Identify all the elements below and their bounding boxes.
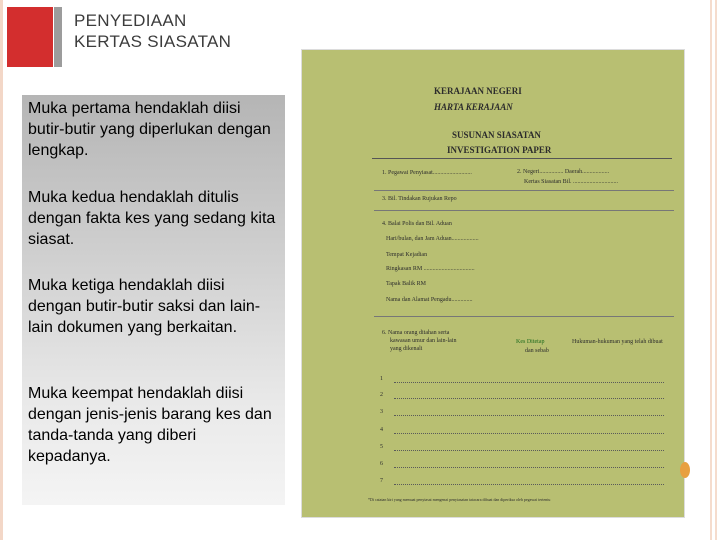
form-row-dots <box>394 484 664 485</box>
form-row-1: 1 <box>380 376 383 382</box>
form-row-7: 7 <box>380 478 383 484</box>
form-field-4a: Hari/bulan, dan Jam Aduan.................. <box>386 236 479 242</box>
form-row-dots <box>394 433 664 434</box>
paragraph-3: Muka ketiga hendaklah diisi dengan butir-butir saksi dan lain-lain dokumen yang berkaitan. <box>28 277 261 336</box>
form-field-4c: Ringkasan RM .................................. <box>386 266 475 272</box>
form-field-6: 6. Nama orang ditahan serta <box>382 330 450 336</box>
form-field-2b: Kertas Siasatan Bil. .............................. <box>524 179 618 185</box>
form-row-dots <box>394 450 664 451</box>
form-field-2: 2. Negeri................ Daerah.................. <box>517 169 610 175</box>
form-col-hukuman: Hukuman-hukuman yang telah dibuat <box>572 339 663 345</box>
form-field-4b: Tempat Kejadian <box>386 252 428 258</box>
form-field-6d: dan sebab <box>525 348 549 354</box>
form-col-kes: Kes Ditetap <box>516 339 545 345</box>
form-rule <box>374 316 674 317</box>
form-field-6c: yang dikenali <box>390 346 423 352</box>
form-field-4e: Nama dan Alamat Pengadu.............. <box>386 297 473 303</box>
paragraph-2: Muka kedua hendaklah ditulis dengan fakta kes yang sedang kita siasat. <box>28 189 276 248</box>
form-row-dots <box>394 415 664 416</box>
form-rule <box>374 210 674 211</box>
form-field-1: 1. Pegawai Penyiasat.......................... <box>382 170 472 176</box>
slide-frame-left <box>0 0 3 540</box>
form-field-3: 3. Bil. Tindakan Rujukan Repo <box>382 196 457 202</box>
form-row-5: 5 <box>380 444 383 450</box>
paragraph-1: Muka pertama hendaklah diisi butir-butir yang diperlukan dengan lengkap. <box>28 100 271 159</box>
title-accent-red <box>7 7 53 67</box>
form-rule <box>374 190 674 191</box>
slide-title-line2: KERTAS SIASATAN <box>74 32 232 51</box>
form-field-4d: Tapak Balik RM <box>386 281 426 287</box>
paragraph-4: Muka keempat hendaklah diisi dengan jenis-jenis barang kes dan tanda-tanda yang diberi kepadanya. <box>28 385 272 465</box>
form-rule <box>372 158 672 159</box>
form-row-3: 3 <box>380 409 383 415</box>
slide-title-line1: PENYEDIAAN <box>74 11 187 30</box>
form-title-2: INVESTIGATION PAPER <box>447 145 552 155</box>
form-field-4: 4. Balai Polis dan Bil. Aduan <box>382 221 452 227</box>
form-row-4: 4 <box>380 427 383 433</box>
slide-frame-right <box>704 0 720 540</box>
form-footer-note: *Di catatan kiri yang memuat penyiasat mengenai penyiasatan tatacara dibuat dan diperiksa oleh pegawai tertentu <box>368 497 551 502</box>
form-row-2: 2 <box>380 392 383 398</box>
form-row-dots <box>394 398 664 399</box>
form-field-6b: kawasan umur dan lain-lain <box>390 338 457 344</box>
slide-title <box>74 10 231 52</box>
slide-decoration-dot <box>680 462 690 478</box>
form-row-6: 6 <box>380 461 383 467</box>
form-row-dots <box>394 467 664 468</box>
form-header-1: KERAJAAN NEGERI <box>434 86 522 96</box>
form-title-1: SUSUNAN SIASATAN <box>452 130 541 140</box>
title-accent-gray <box>54 7 62 67</box>
form-row-dots <box>394 382 664 383</box>
form-header-2: HARTA KERAJAAN <box>434 102 513 112</box>
investigation-paper-image <box>301 49 685 518</box>
